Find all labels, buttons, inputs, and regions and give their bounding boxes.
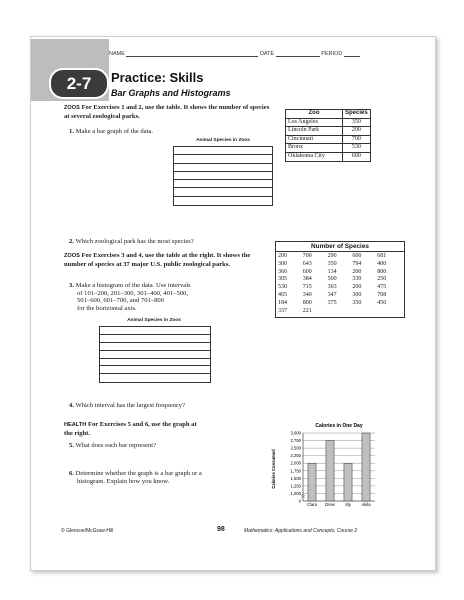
section3-tag: HEALTH bbox=[64, 422, 87, 428]
y-tick-label: 2,250 bbox=[290, 453, 301, 459]
header-fields bbox=[109, 51, 425, 57]
graph2-title: Animal Species in Zoos bbox=[127, 318, 181, 323]
page-subtitle: Bar Graphs and Histograms bbox=[111, 88, 231, 98]
chart-yticks bbox=[291, 431, 302, 504]
y-tick-label: 1,000 bbox=[290, 490, 301, 496]
table-row: Oklahoma City 600 bbox=[286, 152, 371, 161]
species-value: 700 bbox=[302, 253, 312, 259]
table-row: Cincinnati 700 bbox=[286, 135, 371, 144]
x-tick-label: Sly bbox=[345, 502, 351, 507]
graph1-blank-grid bbox=[173, 146, 273, 206]
species-value: 600 bbox=[352, 253, 362, 259]
species-value: 375 bbox=[327, 299, 337, 306]
species-value: 347 bbox=[327, 291, 337, 298]
y-tick-label: 1,500 bbox=[290, 475, 301, 481]
zoo-table: Zoo Species Los Angeles 350 Lincoln Park 290 Cincinnati 700 Bronx 530 Oklahoma City 600 bbox=[285, 109, 371, 162]
date-blank bbox=[276, 51, 320, 57]
exercise-6: 6. Determine whether the graph is a bar graph or a histogram. Explain how you know. bbox=[69, 470, 202, 485]
name-blank bbox=[126, 51, 258, 57]
section2-text: For Exercises 3 and 4, use the table at the right. It shows the number of species at 37 major U.S. public zoological parks. bbox=[64, 252, 251, 268]
table-row: Los Angeles 350 bbox=[286, 118, 371, 127]
species-value: 794 bbox=[352, 260, 362, 267]
species-value: 475 bbox=[377, 284, 387, 291]
date-label: DATE bbox=[259, 51, 275, 57]
graph1-title: Animal Species in Zoos bbox=[196, 138, 250, 143]
exercise-2: 2. Which zoological park has the most species? bbox=[69, 238, 194, 245]
species-value: 715 bbox=[302, 284, 312, 291]
y-tick-label: 2,750 bbox=[290, 438, 301, 444]
species-value: 360 bbox=[278, 268, 287, 275]
page-number: 98 bbox=[217, 526, 225, 533]
species-value: 350 bbox=[327, 260, 337, 267]
y-tick-label: 1,250 bbox=[290, 483, 301, 489]
species-value: 500 bbox=[327, 276, 337, 283]
x-tick-label: Drew bbox=[325, 502, 335, 507]
species-value: 330 bbox=[352, 276, 362, 283]
calories-chart bbox=[267, 421, 379, 513]
period-blank bbox=[344, 51, 360, 57]
y-tick-label: 0 bbox=[298, 498, 301, 504]
page-title: Practice: Skills bbox=[111, 70, 204, 85]
species-values bbox=[276, 252, 404, 317]
worksheet-page bbox=[30, 36, 436, 571]
exercise-5: 5. What does each bar represent? bbox=[69, 442, 157, 449]
species-value: 465 bbox=[278, 291, 287, 298]
period-label: PERIOD bbox=[321, 51, 343, 57]
species-value: 400 bbox=[377, 260, 387, 267]
species-value: 708 bbox=[377, 291, 387, 298]
species-value: 300 bbox=[278, 260, 287, 267]
bar bbox=[326, 441, 334, 501]
species-value: 800 bbox=[377, 268, 387, 275]
species-value: 350 bbox=[352, 299, 362, 306]
species-value: 681 bbox=[377, 253, 387, 259]
species-value: 337 bbox=[278, 307, 287, 314]
footer-copyright: © Glencoe/McGraw-Hill bbox=[61, 528, 114, 534]
species-value: 200 bbox=[278, 253, 287, 259]
species-value: 643 bbox=[302, 260, 312, 267]
species-table: Number of Species 200 700 290 600 681 300 643 350 794 400 360 600 134 200 800 305 384 500 330 250 530 715 303 200 475 465 340 347 300 708 184 800 375 350 450 337 221 bbox=[275, 241, 405, 318]
species-value: 450 bbox=[377, 299, 387, 306]
x-tick-label: Clara bbox=[306, 502, 318, 507]
species-value: 250 bbox=[377, 276, 387, 283]
x-tick-label: Akila bbox=[361, 502, 371, 507]
lesson-badge: 2-7 bbox=[49, 68, 109, 99]
chart-bars bbox=[308, 433, 370, 501]
species-value: 184 bbox=[278, 299, 287, 306]
species-value: 200 bbox=[352, 268, 362, 275]
section3-intro: HEALTH For Exercises 5 and 6, use the graph at the right. bbox=[64, 421, 197, 437]
exercise-4: 4. Which interval has the largest frequency? bbox=[69, 402, 186, 409]
bar bbox=[308, 463, 316, 501]
name-label: NAME bbox=[109, 51, 125, 57]
exercise-3: 3. Make a histogram of the data. Use intervals of 101–200, 201–300, 301–400, 401–500, 501–600, 601–700, and 701–800 for the horizontal axis. bbox=[69, 282, 191, 312]
y-tick-label: 3,000 bbox=[290, 430, 301, 436]
y-tick-label: 1,750 bbox=[290, 468, 301, 474]
species-value: 305 bbox=[278, 276, 287, 283]
species-value: 134 bbox=[327, 268, 337, 275]
species-value: 303 bbox=[327, 284, 337, 291]
species-value: 300 bbox=[352, 291, 362, 298]
chart-xticks bbox=[307, 502, 371, 507]
section2-tag: ZOOS bbox=[64, 253, 80, 259]
species-value: 221 bbox=[302, 307, 312, 314]
bar bbox=[362, 433, 370, 501]
exercise-1: 1. Make a bar graph of the data. bbox=[69, 128, 154, 135]
footer-book-title: Mathematics: Applications and Concepts, Course 2 bbox=[244, 528, 358, 534]
bar bbox=[344, 463, 352, 501]
species-value: 600 bbox=[302, 268, 312, 275]
section2-intro bbox=[64, 252, 274, 268]
species-value: 200 bbox=[352, 284, 362, 291]
graph2-blank-grid bbox=[99, 326, 211, 383]
table-row: Lincoln Park 290 bbox=[286, 127, 371, 136]
y-tick-label: 2,500 bbox=[290, 445, 301, 451]
species-value: 800 bbox=[302, 299, 312, 306]
species-value: 290 bbox=[327, 253, 337, 259]
chart-ylabel: Calories Consumed bbox=[271, 449, 276, 489]
chart-title: Calories in One Day bbox=[315, 423, 363, 429]
species-value: 384 bbox=[302, 276, 312, 283]
section1-text: For Exercises 1 and 2, use the table. It shows the number of species at several zoological parks. bbox=[64, 104, 270, 120]
table-row: Bronx 530 bbox=[286, 144, 371, 153]
section1-intro bbox=[64, 104, 274, 120]
species-value: 340 bbox=[302, 291, 312, 298]
species-value: 530 bbox=[278, 284, 287, 291]
y-tick-label: 2,000 bbox=[290, 460, 301, 466]
section1-tag: ZOOS bbox=[64, 105, 80, 111]
